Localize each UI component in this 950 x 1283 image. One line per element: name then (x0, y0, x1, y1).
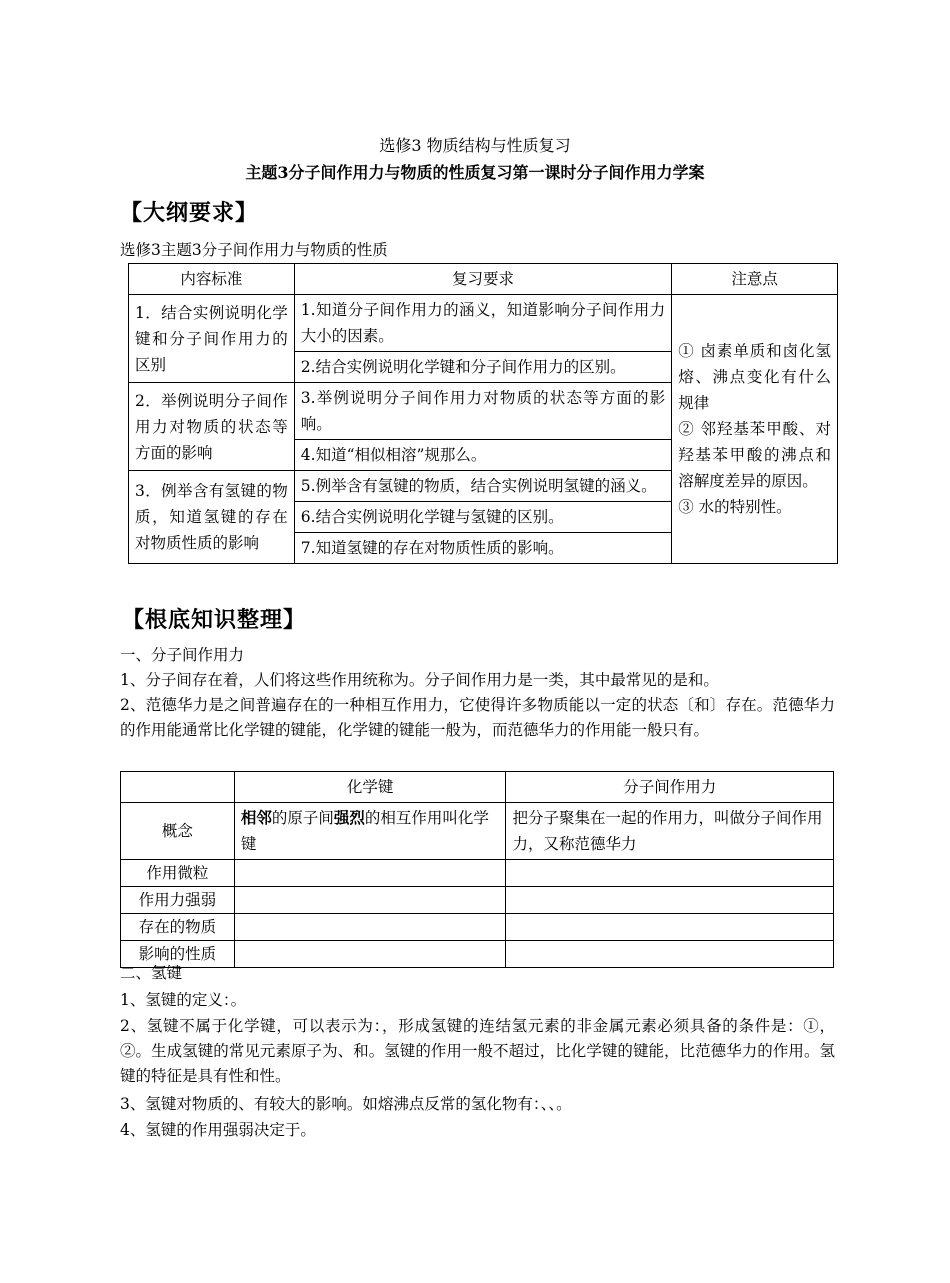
standard-cell: 2．举例说明分子间作用力对物质的状态等方面的影响 (129, 383, 295, 471)
paragraph: 1、分子间存在着，人们将这些作用统称为。分子间作用力是一类，其中最常见的是和。 (120, 671, 719, 689)
paragraph: 3、氢键对物质的、有较大的影响。如熔沸点反常的氢化物有：、、。 (120, 1095, 572, 1113)
note-item: ③ 水的特别性。 (678, 498, 792, 516)
section-heading-outline: 【大纲要求】 (120, 200, 259, 226)
requirement-cell: 2.结合实例说明化学键和分子间作用力的区别。 (294, 352, 671, 383)
paragraph: 1、氢键的定义：。 (120, 991, 247, 1009)
standard-cell: 3．例举含有氢键的物质，知道氢键的存在对物质性质的影响 (129, 471, 295, 564)
notes-cell (672, 295, 838, 564)
empty-cell (234, 914, 506, 941)
requirement-cell: 6.结合实例说明化学键与氢键的区别。 (294, 502, 671, 533)
keyword-strong: 强烈 (333, 808, 365, 827)
empty-cell (506, 860, 834, 887)
note-item: ① 卤素单质和卤化氢熔、沸点变化有什么规律 (678, 342, 831, 412)
document-subtitle: 主题3分子间作用力与物质的性质复习第一课时分子间作用力学案 (245, 163, 705, 182)
row-label: 作用力强弱 (121, 887, 235, 914)
empty-cell (234, 887, 506, 914)
requirement-cell: 5.例举含有氢键的物质，结合实例说明氢键的涵义。 (294, 471, 671, 502)
comparison-header-chem-bond: 化学键 (234, 772, 506, 803)
empty-cell (506, 914, 834, 941)
requirement-cell: 3.举例说明分子间作用力对物质的状态等方面的影响。 (294, 383, 671, 440)
paragraph: 2、范德华力是之间普遍存在的一种相互作用力，它使得许多物质能以一定的状态〔和〕存在。范德华力的作用能通常比化学键的键能，化学键的键能一般为，而范德华力的作用能一般只有。 (120, 696, 835, 739)
intermolecular-concept: 把分子聚集在一起的作用力，叫做分子间作用力，又称范德华力 (506, 803, 834, 860)
row-label: 影响的性质 (121, 941, 235, 968)
row-label: 作用微粒 (121, 860, 235, 887)
comparison-header-intermolecular: 分子间作用力 (506, 772, 834, 803)
chem-bond-concept (234, 803, 506, 860)
outline-caption: 选修3主题3分子间作用力与物质的性质 (120, 241, 388, 259)
part-title-hydrogen-bond: 二、氢键 (120, 964, 183, 982)
row-label-concept: 概念 (121, 803, 235, 860)
outline-header-notes: 注意点 (672, 264, 838, 295)
outline-header-requirement: 复习要求 (294, 264, 671, 295)
keyword-adjacent: 相邻 (240, 808, 272, 827)
concept-text: 的原子间 (271, 809, 334, 827)
outline-table (128, 263, 838, 564)
outline-header-standard: 内容标准 (129, 264, 295, 295)
comparison-header-blank (121, 772, 235, 803)
part-title-intermolecular: 一、分子间作用力 (120, 646, 245, 664)
requirement-cell: 7.知道氢键的存在对物质性质的影响。 (294, 533, 671, 564)
paragraph: 2、氢键不属于化学键，可以表示为：，形成氢键的连结氢元素的非金属元素必须具备的条件是：①，②。生成氢键的常见元素原子为、和。氢键的作用一般不超过，比化学键的键能，比范德华力的作用。氢键的特征是具有性和性。 (120, 1017, 835, 1085)
document-title: 选修3 物质结构与性质复习 (379, 136, 571, 155)
section-heading-basics: 【根底知识整理】 (122, 607, 307, 633)
standard-cell: 1．结合实例说明化学键和分子间作用力的区别 (129, 295, 295, 383)
comparison-table (120, 771, 834, 968)
row-label: 存在的物质 (121, 914, 235, 941)
empty-cell (506, 887, 834, 914)
requirement-cell: 1.知道分子间作用力的涵义，知道影响分子间作用力大小的因素。 (294, 295, 671, 352)
paragraph: 4、氢键的作用强弱决定于。 (120, 1121, 316, 1139)
requirement-cell: 4.知道“相似相溶”规那么。 (294, 440, 671, 471)
empty-cell (234, 860, 506, 887)
note-item: ② 邻羟基苯甲酸、对羟基苯甲酸的沸点和溶解度差异的原因。 (678, 420, 831, 490)
concept-text: 的相互作用叫化学键 (240, 809, 489, 853)
